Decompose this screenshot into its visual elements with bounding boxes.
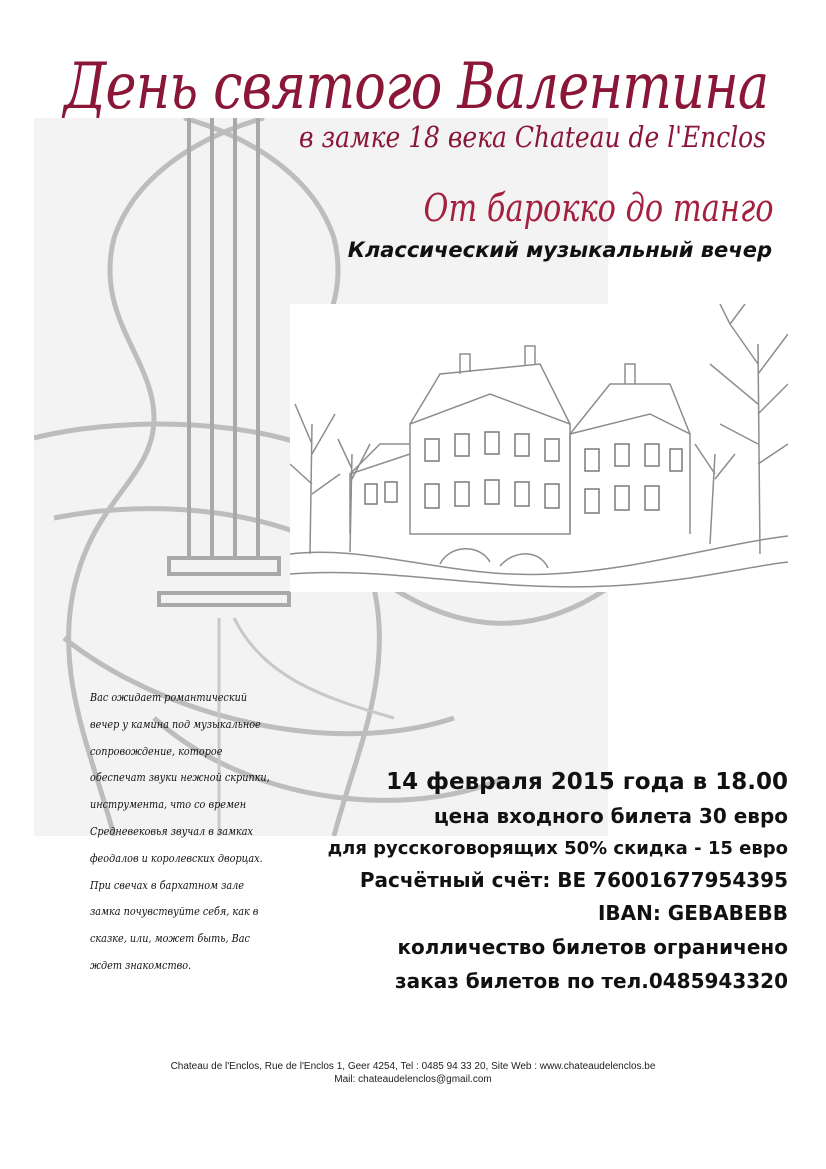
bank-iban: IBAN: GEBABEBB xyxy=(597,901,788,925)
footer-mail: Mail: chateaudelenclos@gmail.com xyxy=(334,1074,492,1085)
bank-account: Расчётный счёт: BE 76001677954395 xyxy=(359,868,788,892)
castle-sketch-image xyxy=(290,304,788,592)
event-description xyxy=(90,684,290,979)
description-line: ждет знакомство. xyxy=(90,957,192,972)
description-line: феодалов и королевских дворцах. xyxy=(90,850,263,865)
description-line: инструмента, что со времен xyxy=(90,797,247,812)
description-line: сопровождение, которое xyxy=(90,743,223,758)
concert-subtitle: Классический музыкальный вечер xyxy=(347,238,772,262)
concert-title: От барокко до танго xyxy=(423,186,774,230)
castle-icon xyxy=(290,304,788,592)
ticket-order-phone: заказ билетов по тел.0485943320 xyxy=(395,969,788,993)
tickets-limited-note: колличество билетов ограничено xyxy=(397,935,788,959)
page-title: День святого Валентина xyxy=(63,50,768,124)
description-line: вечер у камина под музыкальное xyxy=(90,716,261,731)
page-subtitle: в замке 18 века Chateau de l'Enclos xyxy=(299,120,766,154)
description-line: При свечах в бархатном зале xyxy=(90,877,244,892)
event-details xyxy=(328,765,788,998)
description-line: обеспечат звуки нежной скрипки, xyxy=(90,770,270,785)
ticket-price: цена входного билета 30 евро xyxy=(433,804,788,828)
footer-contact xyxy=(0,1060,826,1086)
description-line: Вас ожидает романтический xyxy=(90,690,248,704)
description-line: Средневековья звучал в замках xyxy=(90,823,253,838)
footer-address: Chateau de l'Enclos, Rue de l'Enclos 1, Geer 4254, Tel : 0485 94 33 20, Site Web : www.chateaudelenclos.be xyxy=(170,1061,656,1072)
ticket-discount: для русскоговорящих 50% скидка - 15 евро xyxy=(327,838,788,859)
description-line: сказке, или, может быть, Вас xyxy=(90,931,250,946)
description-line: замка почувствуйте себя, как в xyxy=(90,904,259,919)
event-date: 14 февраля 2015 года в 18.00 xyxy=(386,769,788,795)
